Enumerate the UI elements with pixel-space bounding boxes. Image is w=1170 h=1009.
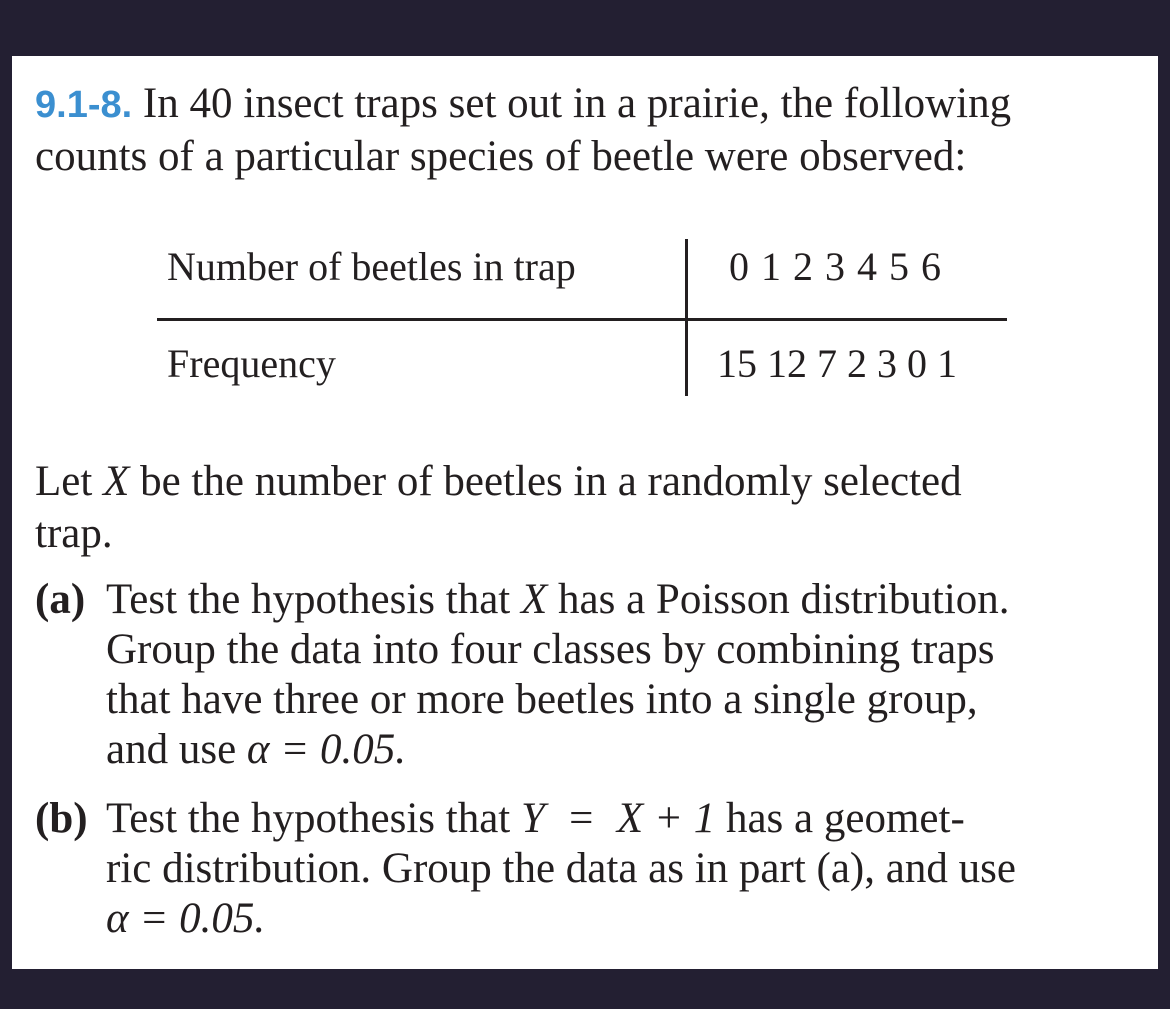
part-a-line3: that have three or more beetles into a single group, <box>106 676 978 723</box>
part-b-equation: Y = X + 1 <box>521 795 716 842</box>
textbook-page <box>12 56 1158 969</box>
part-a-line1-pre: Test the hypothesis that <box>106 576 511 623</box>
part-b-alpha: α = 0.05. <box>106 895 266 942</box>
row-values-count: 0 1 2 3 4 5 6 <box>729 244 941 289</box>
problem-number: 9.1-8. <box>35 84 133 126</box>
row-label-frequency: Frequency <box>167 341 336 386</box>
table-vertical-rule <box>685 239 688 396</box>
part-b <box>35 794 1145 944</box>
part-a-line2: Group the data into four classes by combining traps <box>106 626 995 673</box>
part-b-line1-post: has a geomet- <box>725 795 965 842</box>
part-a-line4-pre: and use <box>106 726 237 773</box>
definition-paragraph <box>35 456 1145 560</box>
part-a <box>35 575 1145 775</box>
intro-line-1: In 40 insect traps set out in a prairie, the following <box>142 80 1012 127</box>
part-b-line2: ric distribution. Group the data as in part (a), and use <box>106 845 1016 892</box>
variable-x: X <box>103 458 130 505</box>
part-b-line1-pre: Test the hypothesis that <box>106 795 511 842</box>
definition-text-line2: trap. <box>35 510 113 557</box>
part-a-var: X <box>521 576 548 623</box>
part-a-alpha: α = 0.05. <box>246 726 406 773</box>
part-b-label: (b) <box>35 795 88 842</box>
row-values-frequency: 15 12 7 2 3 0 1 <box>717 341 957 386</box>
beetle-frequency-table <box>157 239 1007 399</box>
let-word: Let <box>35 458 93 505</box>
definition-text: be the number of beetles in a randomly selected <box>140 458 962 505</box>
row-label-count: Number of beetles in trap <box>167 244 576 289</box>
table-horizontal-rule <box>157 318 1007 321</box>
part-a-label: (a) <box>35 576 86 623</box>
problem-intro <box>35 78 1135 183</box>
intro-line-2: counts of a particular species of beetle were observed: <box>35 133 967 180</box>
part-a-line1-post: has a Poisson distribution. <box>558 576 1010 623</box>
